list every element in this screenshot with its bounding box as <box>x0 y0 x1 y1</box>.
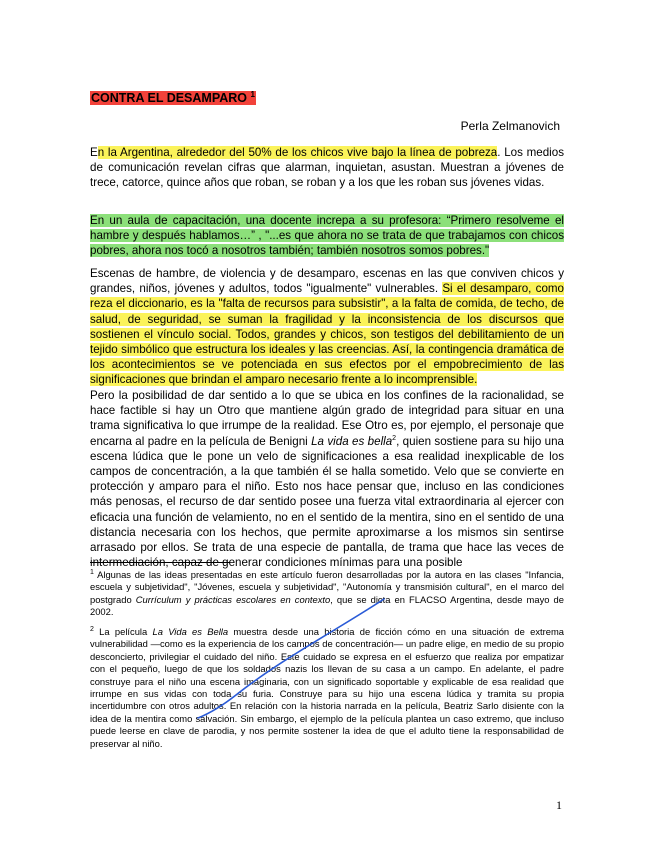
film-title: La vida es bella <box>311 434 393 448</box>
footnote-separator <box>90 562 230 563</box>
title-footnote-ref: 1 <box>250 89 255 99</box>
film-title: La Vida es Bella <box>152 626 229 637</box>
page-number: 1 <box>556 798 562 812</box>
paragraph-1: En la Argentina, alrededor del 50% de los chicos vive bajo la línea de pobreza. Los medios de comunicación revelan cifras que alarman, inquietan, asustan. Muestran a jóvenes de trece, catorce, quince años que roban, se roban y a los que les roban sus jóvenes vidas. <box>90 146 564 190</box>
course-title: Currículum y prácticas escolares en contexto <box>135 593 331 605</box>
author-name: Perla Zelmanovich <box>460 119 560 133</box>
document-title: CONTRA EL DESAMPARO $^1$ <box>91 89 255 105</box>
footnote-number: 2 <box>90 625 94 633</box>
highlight-yellow: n la Argentina, alrededor del 50% de los chicos vive bajo la línea de pobreza <box>97 146 498 159</box>
highlight-yellow: Si el desamparo, como reza el diccionario, es la "falta de recursos para subsistir", a la falta de comida, de techo, de salud, de seguridad, se suman la fragilidad y la inconsistencia de los discursos que sostienen el vínculo social. Todos, grandes y chicos, son testigos del debilitamiento de un tejido simbólico que estructura los ideales y las creencias. Así, la contingencia dramática de los acontecimientos se ve potenciada en sus efectos por el empobrecimiento de las significaciones que brindan el amparo necesario frente a lo incomprensible. <box>90 282 564 387</box>
footnote-2: $^2$ La película La Vida es Bella muestra desde una historia de ficción cómo en una situación de extrema vulnerabilidad —como es la experiencia de los campos de concentración— un padre elige, en medio de su propio desconcierto, privilegiar el cuidado del niño. Este cuidado se expresa en el esfuerzo que realiza por empatizar con el pequeño, luego de que los soldados nazis los llevan de su casa a un campo. En adelante, el padre construye para el niño una escena imaginaria, con un significado soportable y explicable de esa realidad que irrumpe en sus vidas con toda su furia. Construye para su hijo una escena lúdica y tramita su propia incertidumbre con otros adultos. En relación con la historia narrada en la película, Beatriz Sarlo disiente con la idea de la mentira como salvación. Sin embargo, el ejemplo de la película plantea un caso extremo, que incluso puede leerse en clave de parodia, y nos permite sostener la idea de que el adulto tiene la responsabilidad de preservar al niño. <box>90 625 564 749</box>
highlight-green: En un aula de capacitación, una docente increpa a su profesora: “Primero resolveme el hambre y después hablamos…” , "...es que ahora no se trata de que trabajamos con chicos pobres, ahora nos tocó a nosotros también; también nosotros somos pobres." <box>90 214 564 258</box>
paragraph-2 <box>90 213 564 259</box>
paragraph-3: Escenas de hambre, de violencia y de desamparo, escenas en las que conviven chicos y grandes, niños, jóvenes y adultos, todos "igualmente" vulnerables. Si el desamparo, como reza el diccionario, es la "falta de recursos para subsistir", a la falta de comida, de techo, de salud, de seguridad, se suman la fragilidad y la inconsistencia de los discursos que sostienen el vínculo social. Todos, grandes y chicos, son testigos del debilitamiento de un tejido simbólico que estructura los ideales y las creencias. Así, la contingencia dramática de los acontecimientos se ve potenciada en sus efectos por el empobrecimiento de las significaciones que brindan el amparo necesario frente a lo incomprensible. <box>90 267 564 387</box>
footnote-number: 1 <box>90 568 94 576</box>
footnote-ref-2: 2 <box>392 434 397 442</box>
footnote-1: $^1$ Algunas de las ideas presentadas en este artículo fueron desarrolladas por la autora en las clases "Infancia, escuela y subjetividad", "Jóvenes, escuela y subjetividad", "Autonomía y transmisión cultural", en el marco del postgrado Currículum y prácticas escolares en contexto, que se dicta en FLACSO Argentina, desde mayo de 2002. <box>90 568 564 618</box>
paragraph-4: Pero la posibilidad de dar sentido a lo que se ubica en los confines de la racionalidad, se hace factible si hay un Otro que mantiene algún grado de integridad para situar en una trama significativa lo que irrumpe de la realidad. Ese Otro es, por ejemplo, el personaje que encarna al padre en la película de Benigni La vida es bella$^2$, quien sostiene para su hijo una escena lúdica que le pone un velo de significaciones a esa realidad inexplicable de los campos de concentración, a la que también él se halla sometido. Velo que se convierte en protección y amparo para el niño. Esto nos hace pensar que, incluso en las condiciones más penosas, el recurso de dar sentido posee una fuerza vital extraordinaria al ejercer con eficacia una función de velamiento, no en el sentido de la mentira, sino en el sentido de una distancia necesaria con los hechos, que permite aproximarse a los mismos sin sentirse arrasado por ellos. Se trata de una especie de pantalla, de trama que hace las veces de intermediación, capaz de generar condiciones mínimas para una posible <box>90 389 564 570</box>
